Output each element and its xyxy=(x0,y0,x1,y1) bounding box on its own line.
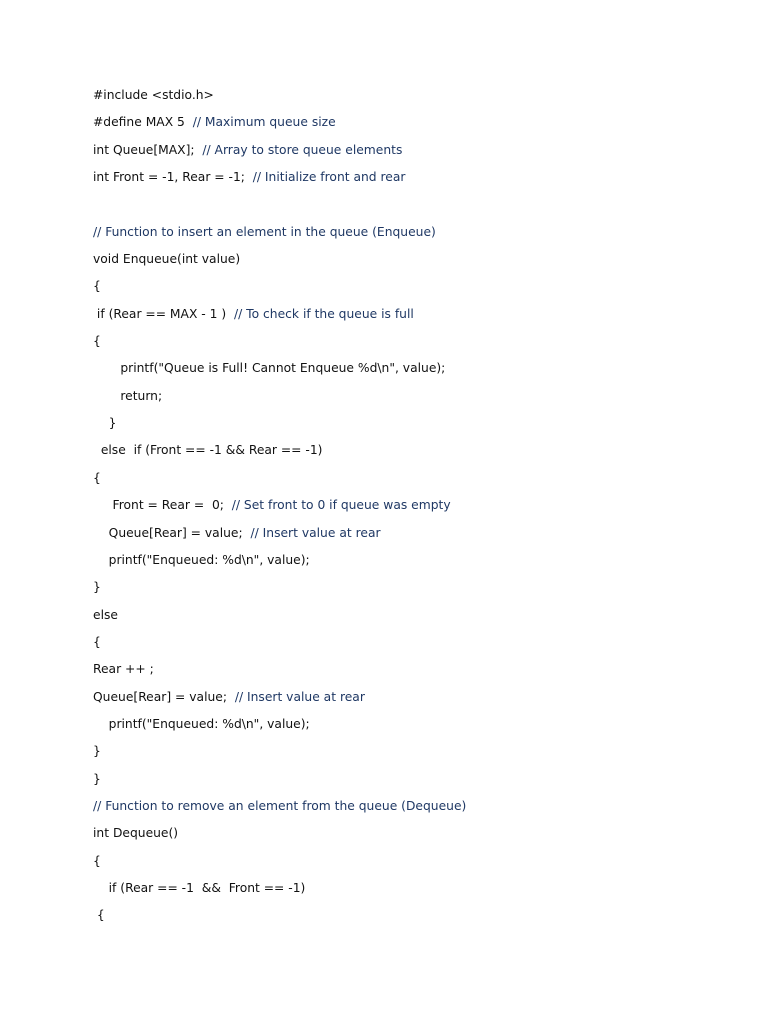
code-line xyxy=(93,223,733,250)
code-text: } xyxy=(93,771,101,786)
code-line xyxy=(93,852,733,879)
code-comment: // Set front to 0 if queue was empty xyxy=(231,498,451,513)
code-comment: // Function to remove an element from the queue (Dequeue) xyxy=(93,798,467,813)
code-line xyxy=(93,469,733,496)
code-text: } xyxy=(93,416,117,431)
code-line xyxy=(93,797,733,824)
code-text: Queue[Rear] = value; xyxy=(93,525,251,540)
code-comment: // Insert value at rear xyxy=(234,689,365,704)
code-line xyxy=(93,524,733,551)
code-text: if (Rear == -1 && Front == -1) xyxy=(93,880,306,895)
code-text: { xyxy=(93,279,101,294)
code-line xyxy=(93,578,733,605)
code-text: #include <stdio.h> xyxy=(93,88,214,102)
code-line xyxy=(93,250,733,277)
code-line xyxy=(93,387,733,414)
code-text: Front = Rear = 0; xyxy=(93,498,232,513)
code-line xyxy=(93,113,733,140)
code-line xyxy=(93,305,733,332)
code-text: int Queue[MAX]; xyxy=(93,142,203,157)
code-line xyxy=(93,660,733,687)
code-comment: // To check if the queue is full xyxy=(233,306,414,321)
code-text: printf("Queue is Full! Cannot Enqueue %d\n", value); xyxy=(93,361,446,376)
code-text: printf("Enqueued: %d\n", value); xyxy=(93,716,310,731)
code-text: int Dequeue() xyxy=(93,826,179,841)
code-text: printf("Enqueued: %d\n", value); xyxy=(93,552,310,567)
code-text: Queue[Rear] = value; xyxy=(93,689,235,704)
code-text: else if (Front == -1 && Rear == -1) xyxy=(93,443,323,458)
code-line xyxy=(93,688,733,715)
code-text: { xyxy=(93,908,105,923)
code-line xyxy=(93,414,733,441)
code-text: if (Rear == MAX - 1 ) xyxy=(93,306,234,321)
code-text: void Enqueue(int value) xyxy=(93,252,241,267)
code-text: #define MAX 5 xyxy=(93,115,193,130)
code-comment: // Insert value at rear xyxy=(250,525,381,540)
code-line xyxy=(93,441,733,468)
code-line xyxy=(93,906,733,933)
code-text: { xyxy=(93,853,101,868)
code-text: Rear ++ ; xyxy=(93,662,154,677)
code-text: } xyxy=(93,580,101,595)
code-text: } xyxy=(93,744,101,759)
code-text: { xyxy=(93,470,101,485)
code-line xyxy=(93,195,733,222)
code-text: { xyxy=(93,334,101,349)
code-line xyxy=(93,715,733,742)
code-line xyxy=(93,742,733,769)
code-line xyxy=(93,551,733,578)
code-line xyxy=(93,824,733,851)
code-line xyxy=(93,633,733,660)
code-line xyxy=(93,86,733,113)
code-comment: // Array to store queue elements xyxy=(202,142,403,157)
code-line xyxy=(93,496,733,523)
code-line xyxy=(93,141,733,168)
code-listing xyxy=(93,86,733,934)
code-line xyxy=(93,606,733,633)
code-comment: // Maximum queue size xyxy=(192,115,336,130)
code-text: int Front = -1, Rear = -1; xyxy=(93,170,253,185)
code-text: { xyxy=(93,634,101,649)
code-line xyxy=(93,332,733,359)
code-comment: // Initialize front and rear xyxy=(252,170,406,185)
code-line xyxy=(93,770,733,797)
code-line xyxy=(93,168,733,195)
code-line xyxy=(93,879,733,906)
code-text: return; xyxy=(93,388,163,403)
code-text: else xyxy=(93,607,118,622)
code-line xyxy=(93,359,733,386)
code-comment: // Function to insert an element in the queue (Enqueue) xyxy=(93,224,436,239)
code-line xyxy=(93,277,733,304)
